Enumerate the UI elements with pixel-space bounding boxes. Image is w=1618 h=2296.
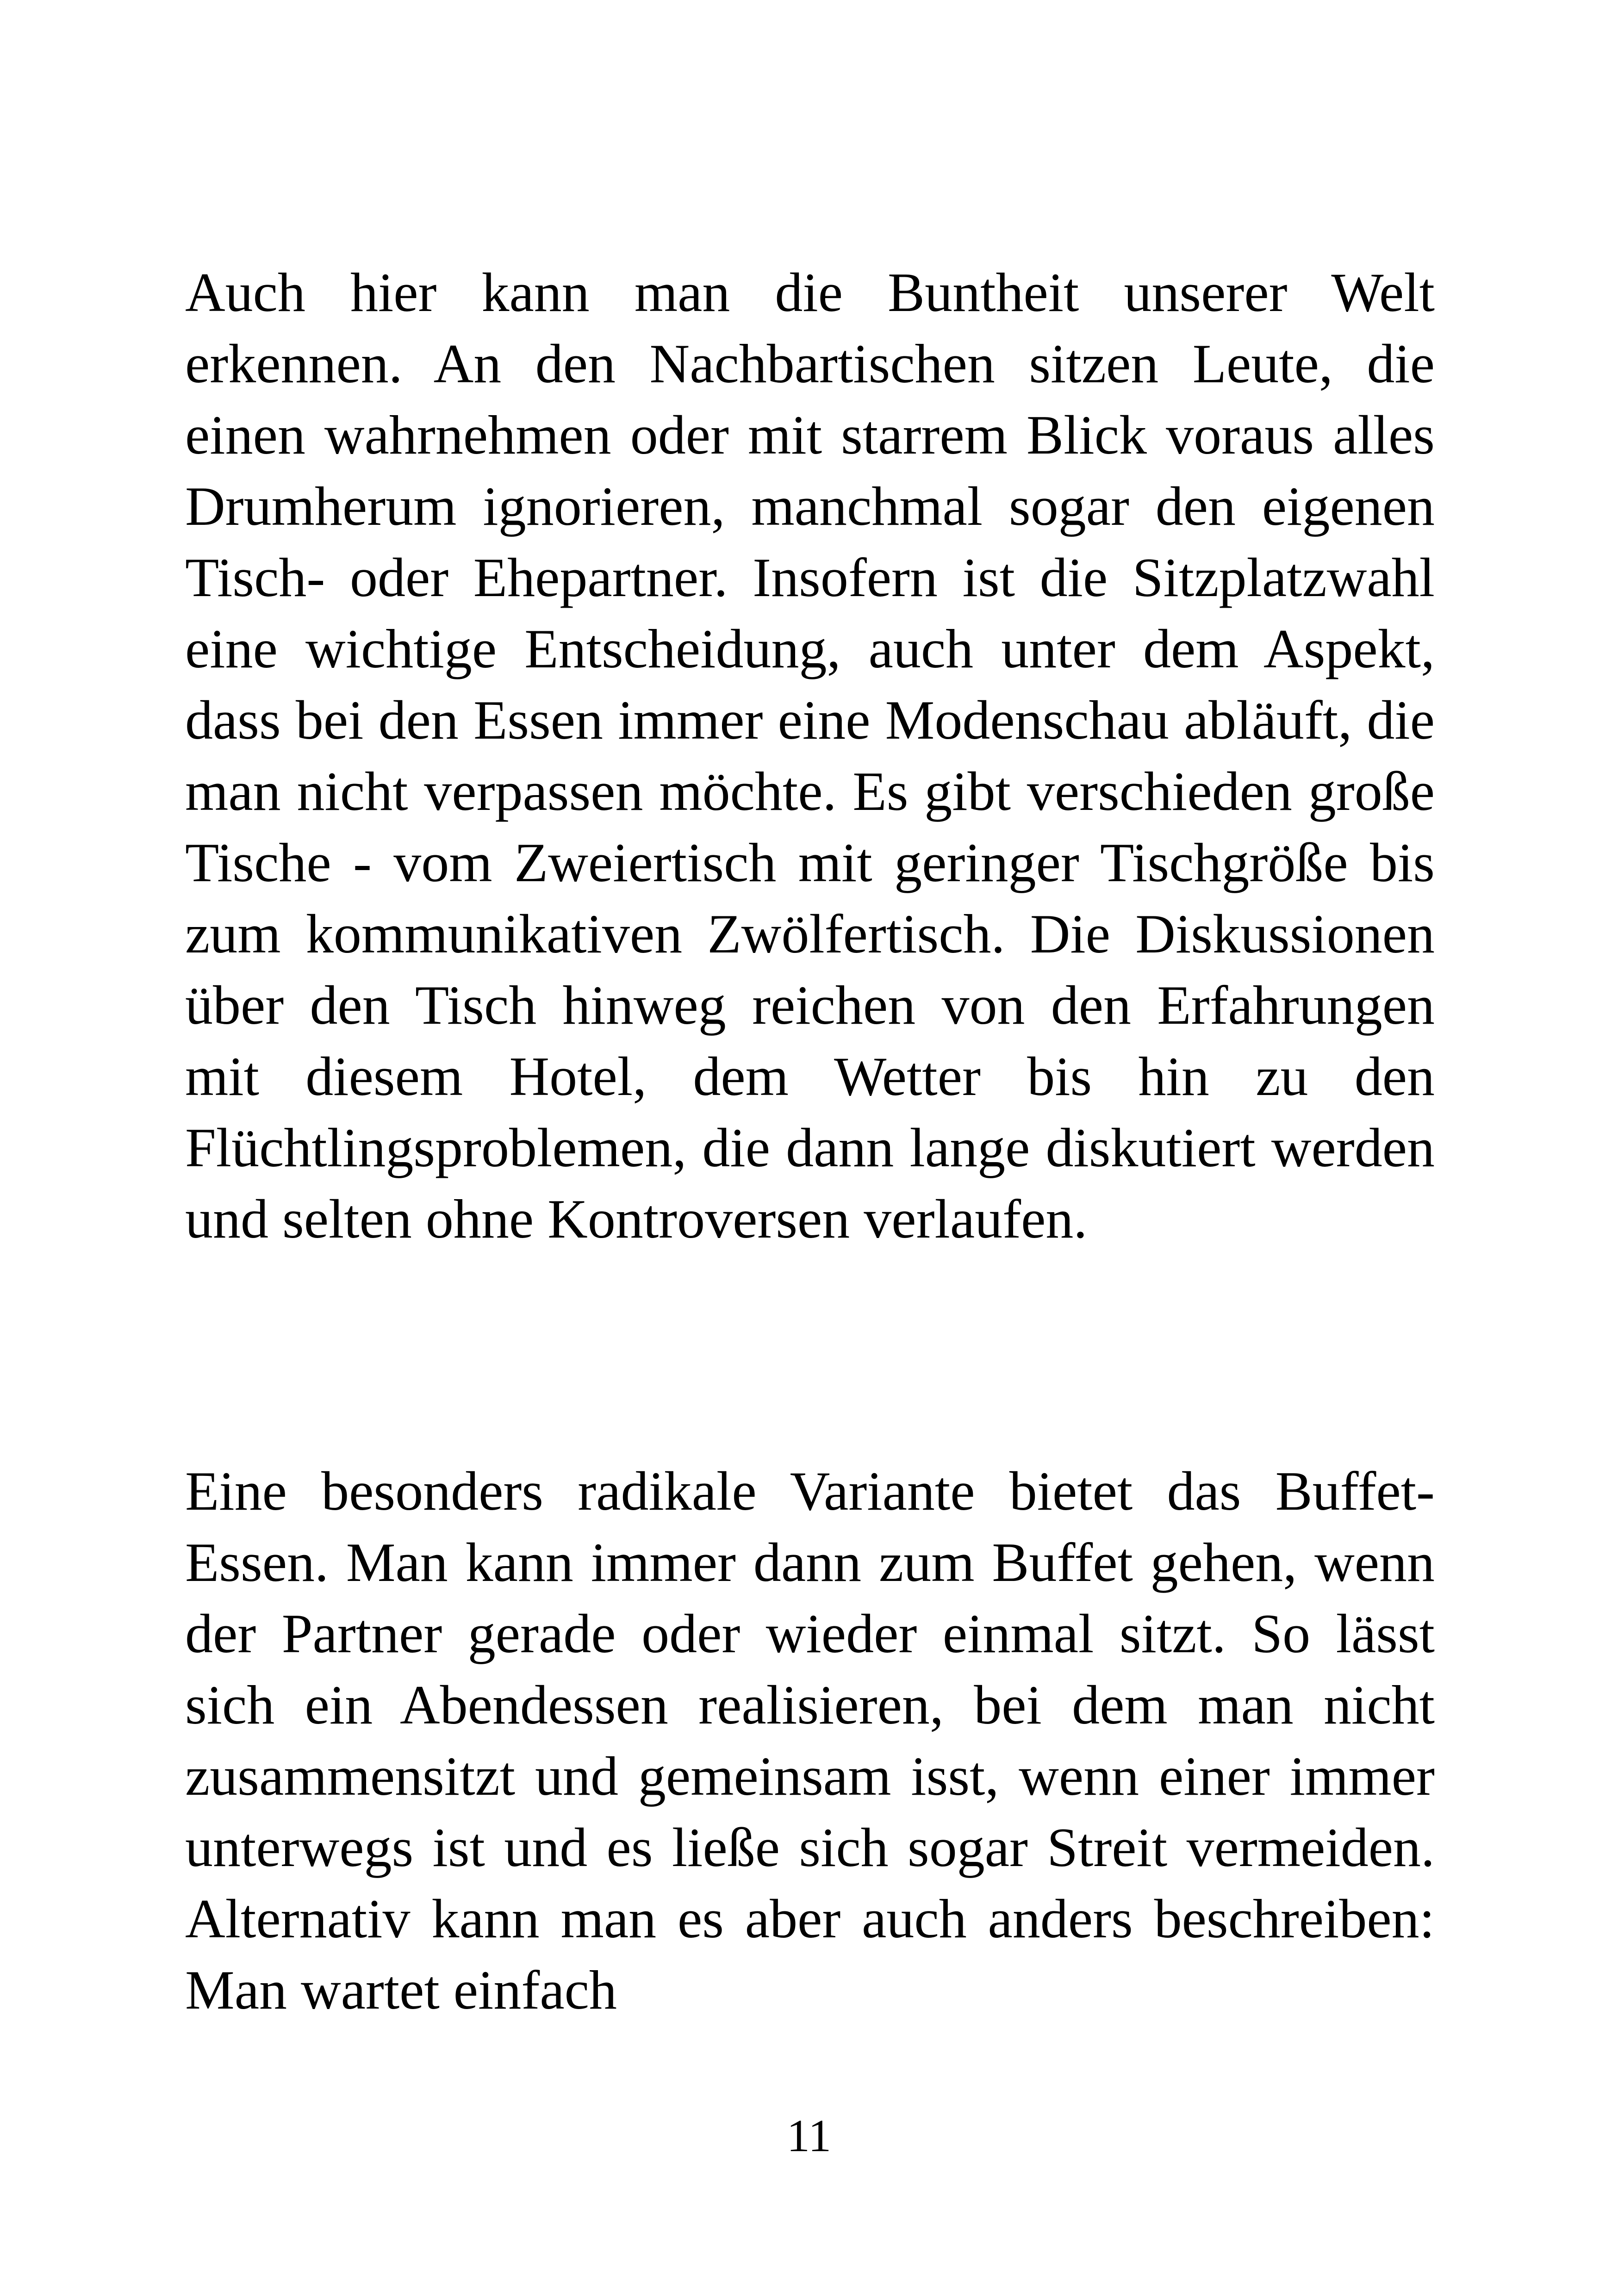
paragraph-2: Eine besonders radikale Variante bietet das Buffet-Essen. Man kann immer dann zum Buffet gehen, wenn der Partner gerade oder wieder einmal sitzt. So lässt sich ein Abendessen realisieren, bei dem man nicht zusammensitzt und gemeinsam isst, wenn einer immer unterwegs ist und es ließe sich sogar Streit vermeiden. Alternativ kann man es aber auch anders beschreiben: Man wartet einfach: [185, 1460, 1435, 2021]
paragraph-1: Auch hier kann man die Buntheit unserer Welt erkennen. An den Nachbartischen sitzen Leute, die einen wahrnehmen oder mit starrem Blick voraus alles Drumherum ignorieren, manchmal sogar den eigenen Tisch- oder Ehepartner. Insofern ist die Sitzplatzwahl eine wichtige Entscheidung, auch unter dem Aspekt, dass bei den Essen immer eine Modenschau abläuft, die man nicht verpassen möchte. Es gibt verschieden große Tische - vom Zweiertisch mit geringer Tischgröße bis zum kommunikativen Zwölfertisch. Die Diskussionen über den Tisch hinweg reichen von den Erfahrungen mit diesem Hotel, dem Wetter bis hin zu den Flüchtlingsproblemen, die dann lange diskutiert werden und selten ohne Kontroversen verlaufen.: [185, 261, 1435, 1250]
page-number: 11: [786, 2110, 832, 2161]
